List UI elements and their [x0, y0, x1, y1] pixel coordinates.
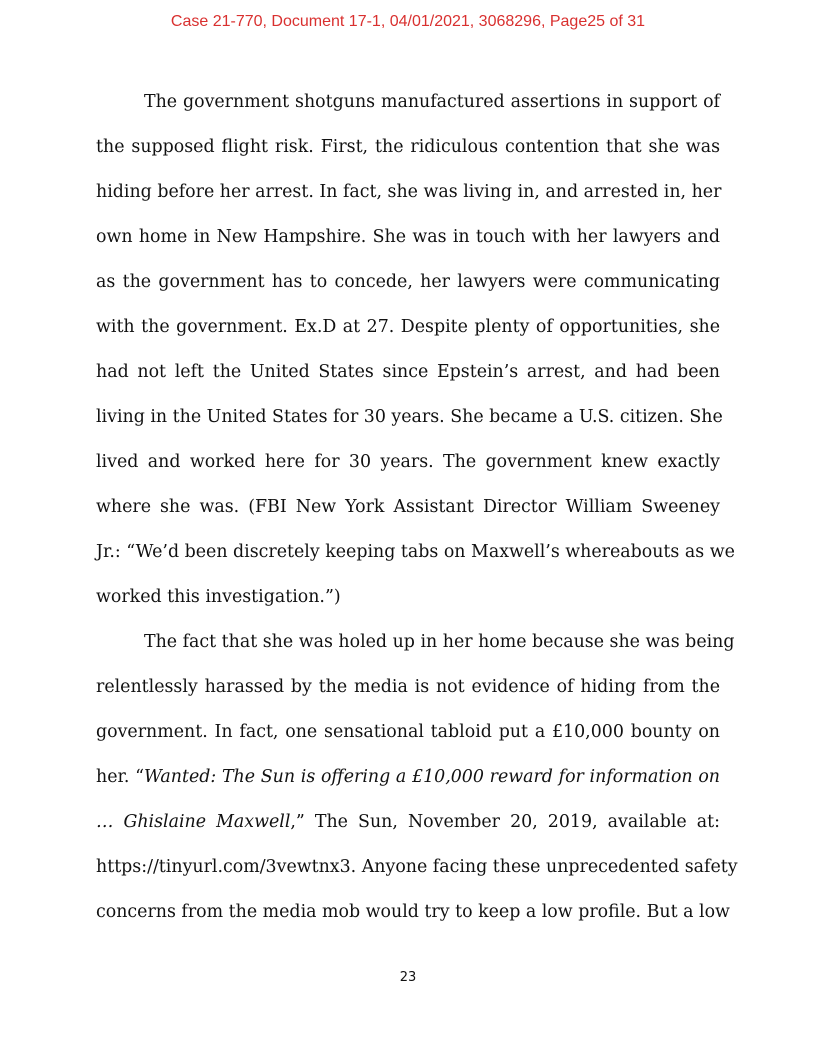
text-line: with the government. Ex.D at 27. Despite plenty of opportunities, she: [96, 317, 720, 337]
text-line: Jr.: “We’d been discretely keeping tabs on Maxwell’s whereabouts as we: [96, 542, 735, 562]
text-line: had not left the United States since Epstein’s arrest, and had been: [96, 362, 720, 382]
text-line: the supposed flight risk. First, the ridiculous contention that she was: [96, 137, 720, 157]
text-line: The fact that she was holed up in her home because she was being: [144, 632, 735, 652]
text-line: lived and worked here for 30 years. The government knew exactly: [96, 452, 720, 472]
text-line: The government shotguns manufactured assertions in support of: [144, 92, 720, 112]
paragraph-media-harassment: [96, 624, 738, 939]
text-line: government. In fact, one sensational tabloid put a £10,000 bounty on: [96, 722, 720, 742]
text-segment: ,” The Sun, November 20, 2019, available at:: [290, 812, 720, 832]
text-line: [96, 804, 720, 849]
text-line: own home in New Hampshire. She was in touch with her lawyers and: [96, 227, 720, 247]
page-number: 23: [399, 970, 417, 985]
text-line: [96, 759, 720, 804]
case-header-stamp: Case 21-770, Document 17-1, 04/01/2021, 3068296, Page25 of 31: [170, 13, 646, 30]
text-line: worked this investigation.”): [96, 587, 341, 607]
text-line: concerns from the media mob would try to keep a low profile. But a low: [96, 902, 730, 922]
text-line: as the government has to concede, her lawyers were communicating: [96, 272, 720, 292]
document-body: [96, 84, 738, 939]
text-line: relentlessly harassed by the media is not evidence of hiding from the: [96, 677, 720, 697]
text-line: hiding before her arrest. In fact, she was living in, and arrested in, her: [96, 182, 722, 202]
text-line: https://tinyurl.com/3vewtnx3. Anyone facing these unprecedented safety: [96, 857, 738, 877]
article-title-italic: Wanted: The Sun is offering a £10,000 reward for information on: [144, 767, 720, 787]
paragraph-flight-risk: [96, 84, 735, 624]
text-line: living in the United States for 30 years. She became a U.S. citizen. She: [96, 407, 723, 427]
article-title-italic: … Ghislaine Maxwell: [96, 812, 291, 832]
text-line: where she was. (FBI New York Assistant Director William Sweeney: [96, 497, 720, 517]
text-segment: her. “: [96, 767, 145, 787]
